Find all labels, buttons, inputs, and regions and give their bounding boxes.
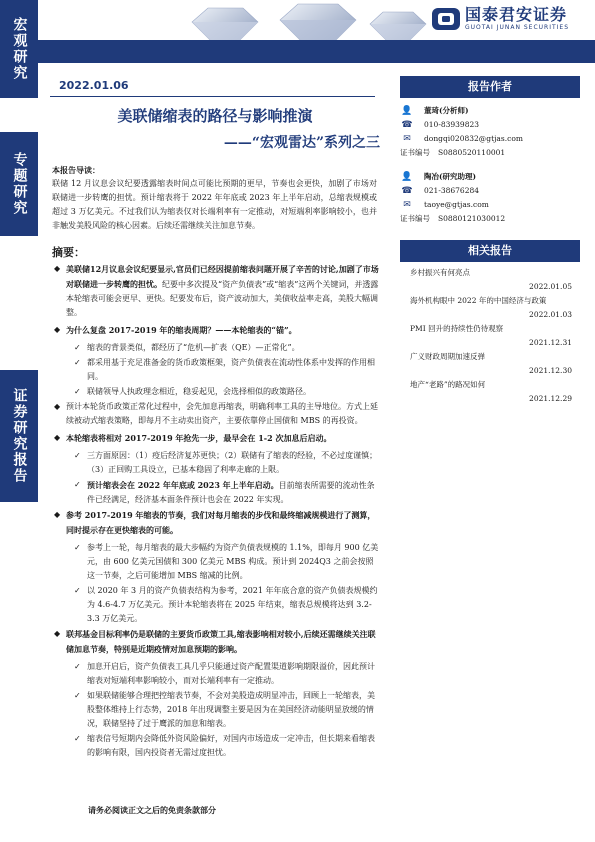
related-report-date: 2022.01.03 <box>529 310 572 319</box>
abstract-item-bold: 为什么复盘 2017-2019 年的缩表周期？——本轮缩表的“锚”。 <box>66 325 297 335</box>
author-phone: 010-83939823 <box>424 120 480 129</box>
author-email[interactable]: dongqi020832@gtjas.com <box>424 134 523 143</box>
phone-icon: ☎ <box>401 186 413 196</box>
abstract-item <box>50 431 380 446</box>
guide-heading: 本报告导读： <box>52 165 100 175</box>
related-report-title[interactable]: PMI 回升的持续性仍待观察 <box>410 324 504 333</box>
abstract-item-bold: 联邦基金目标利率仍是联储的主要货币政策工具,缩表影响相对较小,后续还需继续关注联储加息节奏，特别是近期疫情对加息预期的影响。 <box>66 629 376 654</box>
sidebar-block-securities-report: 证券研究报告 <box>0 370 38 502</box>
abstract-item-text: 预计本轮货币政策正常化过程中，会先加息再缩表，明确利率工具的主导地位。方式上延续被动式缩表策略，即每月不主动卖出资产，主要依靠停止国债和 MBS 的再投资。 <box>66 402 378 425</box>
abstract-item-text: 纪要中多次提及“资产负债表”或“缩表”这两个关键词，并透露本轮缩表可能会更早、更快。纪要发布后，资产波动加大，美债收益率走高，美股大幅调整。 <box>66 280 379 317</box>
abstract-item-text: 联储领导人执政理念相近，稳妥起见，会选择相似的政策路径。 <box>87 387 311 396</box>
author-card <box>400 170 580 226</box>
abstract-item-bold: 参考 2017-2019 年缩表的节奏，我们对每月缩表的步伐和最终缩减规模进行了测算，同时提示存在更快缩表的可能。 <box>66 510 376 535</box>
email-icon: ✉ <box>403 134 411 144</box>
abstract-subitem <box>50 385 380 399</box>
email-icon: ✉ <box>403 200 411 210</box>
abstract-content <box>50 262 380 761</box>
abstract-item <box>50 262 380 320</box>
abstract-item <box>50 400 380 428</box>
sidebar-block-macro: 宏观研究 <box>0 0 38 98</box>
report-subtitle: ——“宏观雷达”系列之三 <box>223 135 380 151</box>
abstract-subitem <box>50 732 380 760</box>
report-date: 2022.01.06 <box>59 79 129 92</box>
phone-icon: ☎ <box>401 120 413 130</box>
author-cert-label: 证书编号 <box>400 148 430 157</box>
authors-list <box>400 104 580 226</box>
author-cert: S0880121030012 <box>438 214 506 223</box>
brand-name: 国泰君安证券 <box>464 5 567 24</box>
check-bullet-icon: ✓ <box>74 451 81 460</box>
abstract-subitem <box>50 541 380 583</box>
diamond-bullet-icon: ◆ <box>54 264 61 273</box>
diamond-bullet-icon: ◆ <box>54 433 61 442</box>
logo-icon <box>431 7 461 31</box>
related-section-title: 相关报告 <box>400 240 580 262</box>
related-reports-list <box>400 266 580 406</box>
author-email-row <box>400 132 580 146</box>
author-name-row <box>400 170 580 184</box>
check-bullet-icon: ✓ <box>74 691 81 700</box>
date-bar <box>50 76 375 97</box>
abstract-item-text: 都采用基于充足准备金的货币政策框架，资产负债表在流动性体系中发挥的作用相同。 <box>87 358 375 381</box>
person-icon: 👤 <box>401 172 413 182</box>
check-bullet-icon: ✓ <box>74 387 81 396</box>
author-email-row <box>400 198 580 212</box>
guide-body: 联储 12 月议息会议纪要透露缩表时间点可能比预期的更早，节奏也会更快，加剧了市场对联储进一步转鹰的担忧。预计缩表将于 2022 年年底或 2023 年上半年启动，总缩表规模或超过 3 万亿美元。不过我们认为缩表仅对长端利率有一定推动，对短端利率影响较小，也并非触发美股风险的核心因素。后续还需继续关注加息节奏。 <box>52 179 377 230</box>
author-name: 陶冶(研究助理) <box>424 172 477 181</box>
related-report-date: 2022.01.05 <box>529 282 572 291</box>
abstract-subitem <box>50 584 380 626</box>
header-banner <box>38 0 595 63</box>
abstract-subitem <box>50 341 380 355</box>
abstract-item-bold: 本轮缩表将相对 2017-2019 年抢先一步，最早会在 1-2 次加息后启动。 <box>66 433 332 443</box>
check-bullet-icon: ✓ <box>74 358 81 367</box>
disclaimer-footer: 请务必阅读正文之后的免责条款部分 <box>88 805 216 815</box>
author-phone-row <box>400 184 580 198</box>
abstract-item-text: 加息开启后，资产负债表工具几乎只能通过资产配置渠道影响期限溢价，因此预计缩表对短端利率影响较小，而对长端利率有一定推动。 <box>87 662 375 685</box>
header-band <box>38 40 595 63</box>
diamond-bullet-icon: ◆ <box>54 402 61 411</box>
related-report-date: 2021.12.31 <box>529 338 572 347</box>
abstract-item <box>50 627 380 657</box>
diamond-bullet-icon: ◆ <box>54 510 61 519</box>
related-report-title[interactable]: 海外机构眼中 2022 年的中国经济与政策 <box>410 296 547 305</box>
author-cert-row <box>400 146 580 160</box>
abstract-item-text: 缩表的背景类似，都经历了“危机—扩表（QE）—正常化”。 <box>87 343 300 352</box>
author-cert-label: 证书编号 <box>400 214 430 223</box>
abstract-item-text: 目前缩表所需要的流动性条件已经满足，经济基本面条件预计也会在 2022 年实现。 <box>87 481 375 504</box>
abstract-item-text: 如果联储能够合理把控缩表节奏，不会对美股造成明显冲击，回顾上一轮缩表，美股整体维持上行态势，2018 年出现调整主要是因为在美国经济动能明显放缓的情况，联储坚持了过于鹰派的加息和缩表。 <box>87 691 375 728</box>
author-name: 董琦(分析师) <box>424 106 469 115</box>
report-guide <box>52 163 377 233</box>
abstract-item-text: 缩表信号短期内会降低外资风险偏好，对国内市场造成一定冲击，但长期来看缩表的影响有限，国内投资者无需过度担忧。 <box>87 734 375 757</box>
related-report-title[interactable]: 地产“老路”的路况如何 <box>410 380 486 389</box>
diamond-bullet-icon: ◆ <box>54 325 61 334</box>
sidebar <box>0 0 38 842</box>
abstract-subitem <box>50 449 380 477</box>
related-report-date: 2021.12.30 <box>529 366 572 375</box>
abstract-subitem <box>50 478 380 507</box>
related-report-title[interactable]: 乡村振兴有何亮点 <box>410 268 470 277</box>
author-cert: S0880520110001 <box>438 148 506 157</box>
abstract-subitem <box>50 689 380 731</box>
abstract-heading: 摘要： <box>52 246 85 259</box>
brand-name-en: GUOTAI JUNAN SECURITIES <box>464 24 569 31</box>
abstract-item <box>50 323 380 338</box>
author-card <box>400 104 580 160</box>
abstract-item-text: 参考上一轮，每月缩表的最大步幅约为资产负债表规模的 1.1%，即每月 900 亿美元，由 600 亿美元国债和 300 亿美元 MBS 构成。预计到 2024Q3 之前会按照这一节奏，之后可能增加 MBS 缩减的比例。 <box>87 543 379 580</box>
diamond-bullet-icon: ◆ <box>54 629 61 638</box>
check-bullet-icon: ✓ <box>74 543 81 552</box>
author-name-row <box>400 104 580 118</box>
author-phone-row <box>400 118 580 132</box>
check-bullet-icon: ✓ <box>74 734 81 743</box>
related-report-title[interactable]: 广义财政周期加速反弹 <box>410 352 485 361</box>
authors-section-title: 报告作者 <box>400 76 580 98</box>
author-phone: 021-38676284 <box>424 186 480 195</box>
check-bullet-icon: ✓ <box>74 586 81 595</box>
sidebar-block-special: 专题研究 <box>0 132 38 236</box>
related-report-date: 2021.12.29 <box>529 394 572 403</box>
abstract-item-text: 三方面原因：（1）疫后经济复苏更快；（2）联储有了缩表的经验，不必过度谨慎；（3）正回购工具设立，已基本稳固了利率走廊的上限。 <box>87 451 378 474</box>
abstract-item <box>50 508 380 538</box>
check-bullet-icon: ✓ <box>74 480 81 489</box>
author-email[interactable]: taoye@gtjas.com <box>424 200 489 209</box>
abstract-subitem <box>50 660 380 688</box>
person-icon: 👤 <box>401 106 413 116</box>
check-bullet-icon: ✓ <box>74 343 81 352</box>
company-logo <box>431 6 569 31</box>
right-column <box>400 76 580 406</box>
abstract-item-text: 以 2020 年 3 月的资产负债表结构为参考，2021 年年底合意的资产负债表规模约为 4.6-4.7 万亿美元。预计本轮缩表将在 2025 年结束，缩表总规模将达到 3.2-3.3 万亿美元。 <box>87 586 378 623</box>
author-cert-row <box>400 212 580 226</box>
check-bullet-icon: ✓ <box>74 662 81 671</box>
abstract-item-bold: 预计缩表会在 2022 年年底或 2023 年上半年启动。 <box>87 480 279 490</box>
report-title: 美联储缩表的路径与影响推演 <box>117 107 313 125</box>
abstract-subitem <box>50 356 380 384</box>
abstract-item-bold: 美联储12月议息会议纪要显示,官员们已经因提前缩表问题开展了辛苦的讨论,加剧了市场对联储进一步转鹰的担忧。 <box>66 264 379 289</box>
